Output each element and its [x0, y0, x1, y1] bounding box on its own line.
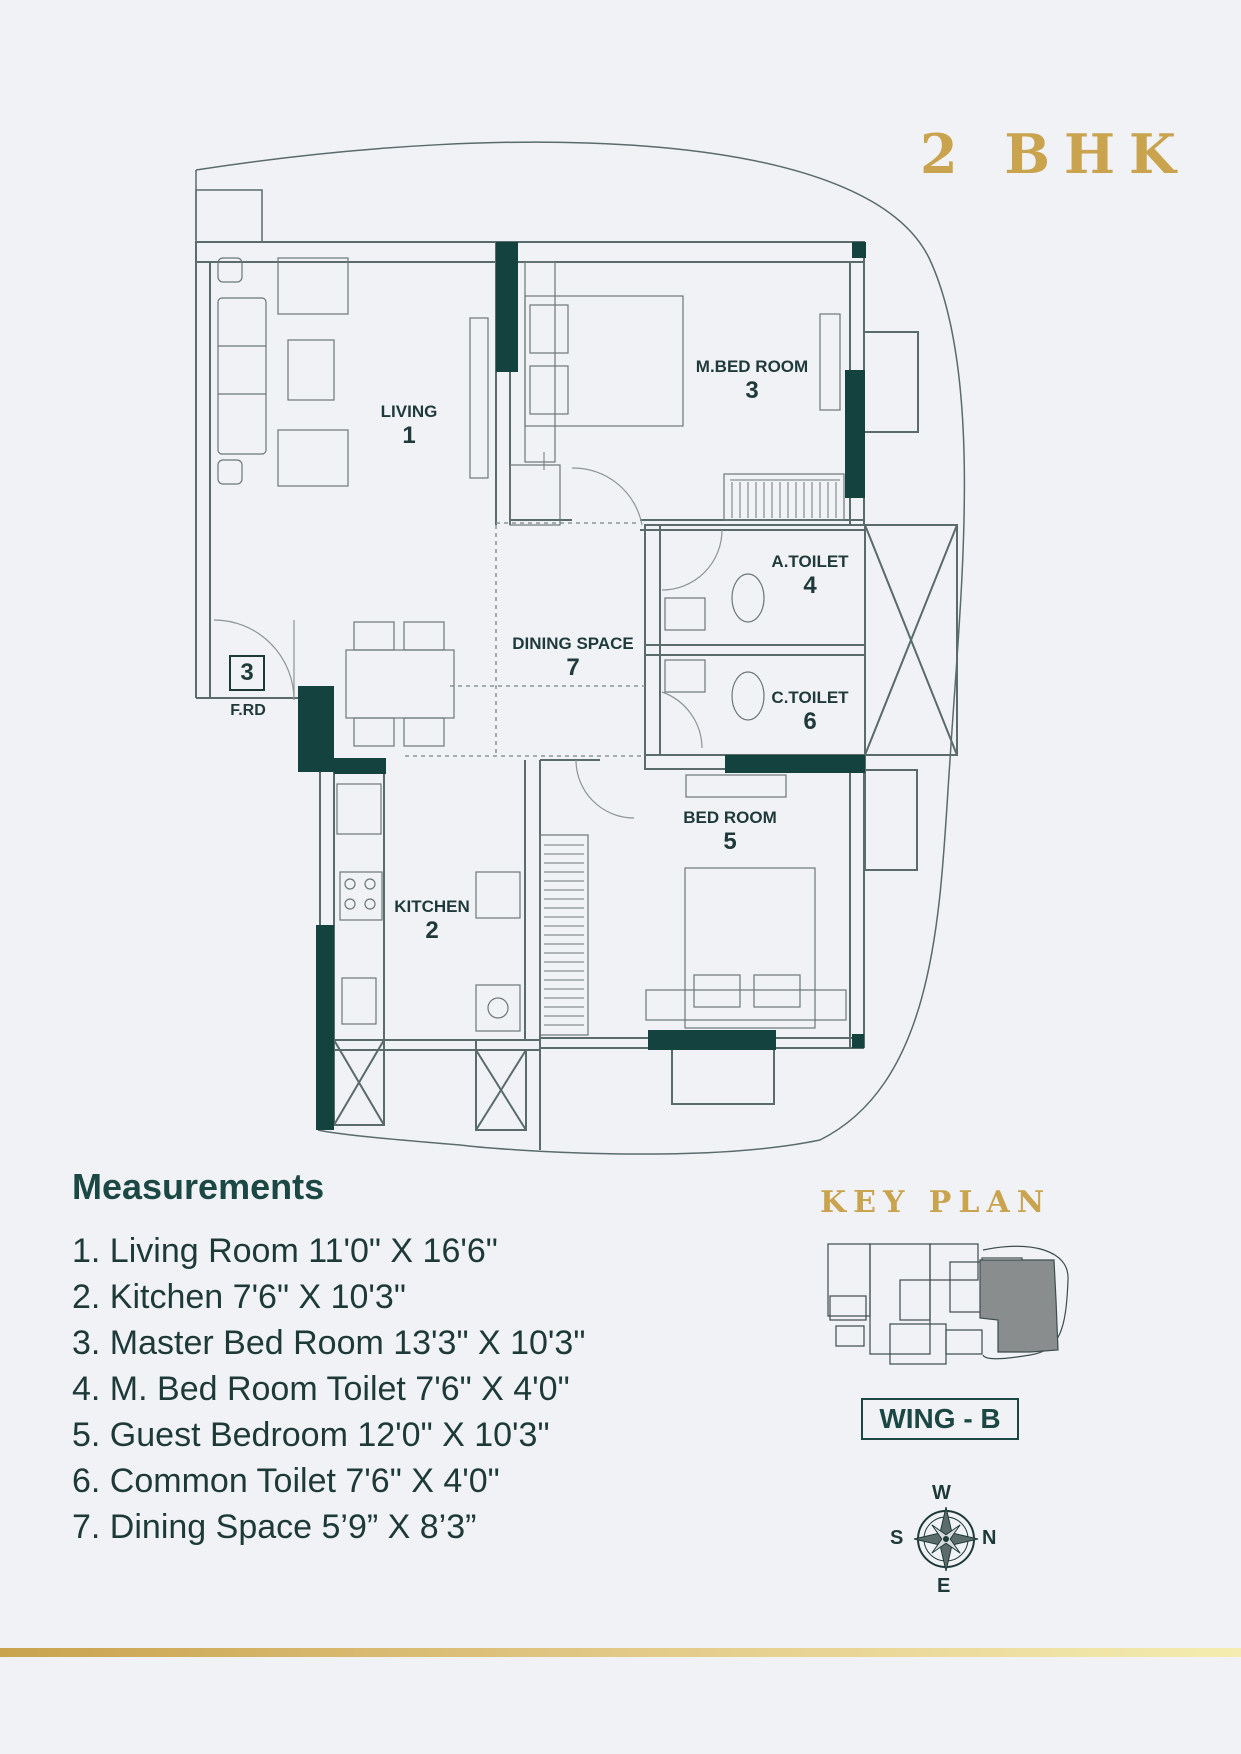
living-balcony [196, 190, 262, 242]
room-name: DINING SPACE [512, 634, 634, 653]
room-name: BED ROOM [683, 808, 777, 827]
room-master-bedroom [684, 357, 820, 405]
room-bedroom [674, 808, 786, 856]
key-plan-wing-b-highlight [980, 1260, 1058, 1352]
list-item: 6. Common Toilet 7'6" X 4'0" [72, 1462, 500, 1500]
list-item: 5. Guest Bedroom 12'0" X 10'3" [72, 1416, 550, 1454]
room-living [359, 402, 459, 450]
room-attached-toilet [760, 552, 860, 600]
room-number: 5 [723, 828, 737, 855]
column [852, 1034, 864, 1048]
column [496, 242, 518, 372]
room-name: C.TOILET [771, 688, 849, 707]
compass-east: E [937, 1575, 951, 1597]
compass-west: W [932, 1482, 951, 1504]
column [316, 925, 334, 1130]
list-item: 4. M. Bed Room Toilet 7'6" X 4'0" [72, 1370, 570, 1408]
column [648, 1030, 776, 1050]
room-name: M.BED ROOM [695, 357, 809, 376]
footer-gold-bar [0, 1648, 1241, 1657]
frd-label: F.RD [230, 702, 266, 719]
list-item: 3. Master Bed Room 13'3" X 10'3" [72, 1324, 586, 1362]
compass-icon [914, 1507, 978, 1571]
wing-badge: WING - B [861, 1398, 1019, 1440]
room-name: A.TOILET [771, 552, 849, 571]
column [334, 758, 386, 774]
room-common-toilet [760, 688, 860, 736]
column [845, 370, 865, 498]
room-kitchen [382, 897, 482, 945]
room-dining-space [498, 634, 648, 682]
room-number: 2 [425, 917, 439, 944]
list-item: 7. Dining Space 5’9” X 8’3” [72, 1508, 477, 1546]
plan-title: 2 BHK [920, 122, 1190, 186]
frd-number: 3 [240, 659, 254, 686]
room-number: 6 [803, 708, 817, 735]
list-item: 2. Kitchen 7'6" X 10'3" [72, 1278, 406, 1316]
column [298, 686, 334, 772]
room-name: KITCHEN [394, 897, 470, 916]
column [852, 242, 866, 258]
compass-north: N [982, 1527, 997, 1549]
room-number: 1 [402, 422, 416, 449]
measurements-title: Measurements [72, 1166, 325, 1207]
room-number: 7 [566, 654, 580, 681]
measurements-list [72, 1228, 585, 1550]
room-name: LIVING [380, 402, 438, 421]
column [725, 755, 865, 773]
room-number: 3 [745, 377, 759, 404]
compass-south: S [890, 1527, 904, 1549]
key-plan-title: KEY PLAN [820, 1185, 1052, 1220]
room-number: 4 [803, 572, 817, 599]
list-item: 1. Living Room 11'0" X 16'6" [72, 1232, 498, 1270]
